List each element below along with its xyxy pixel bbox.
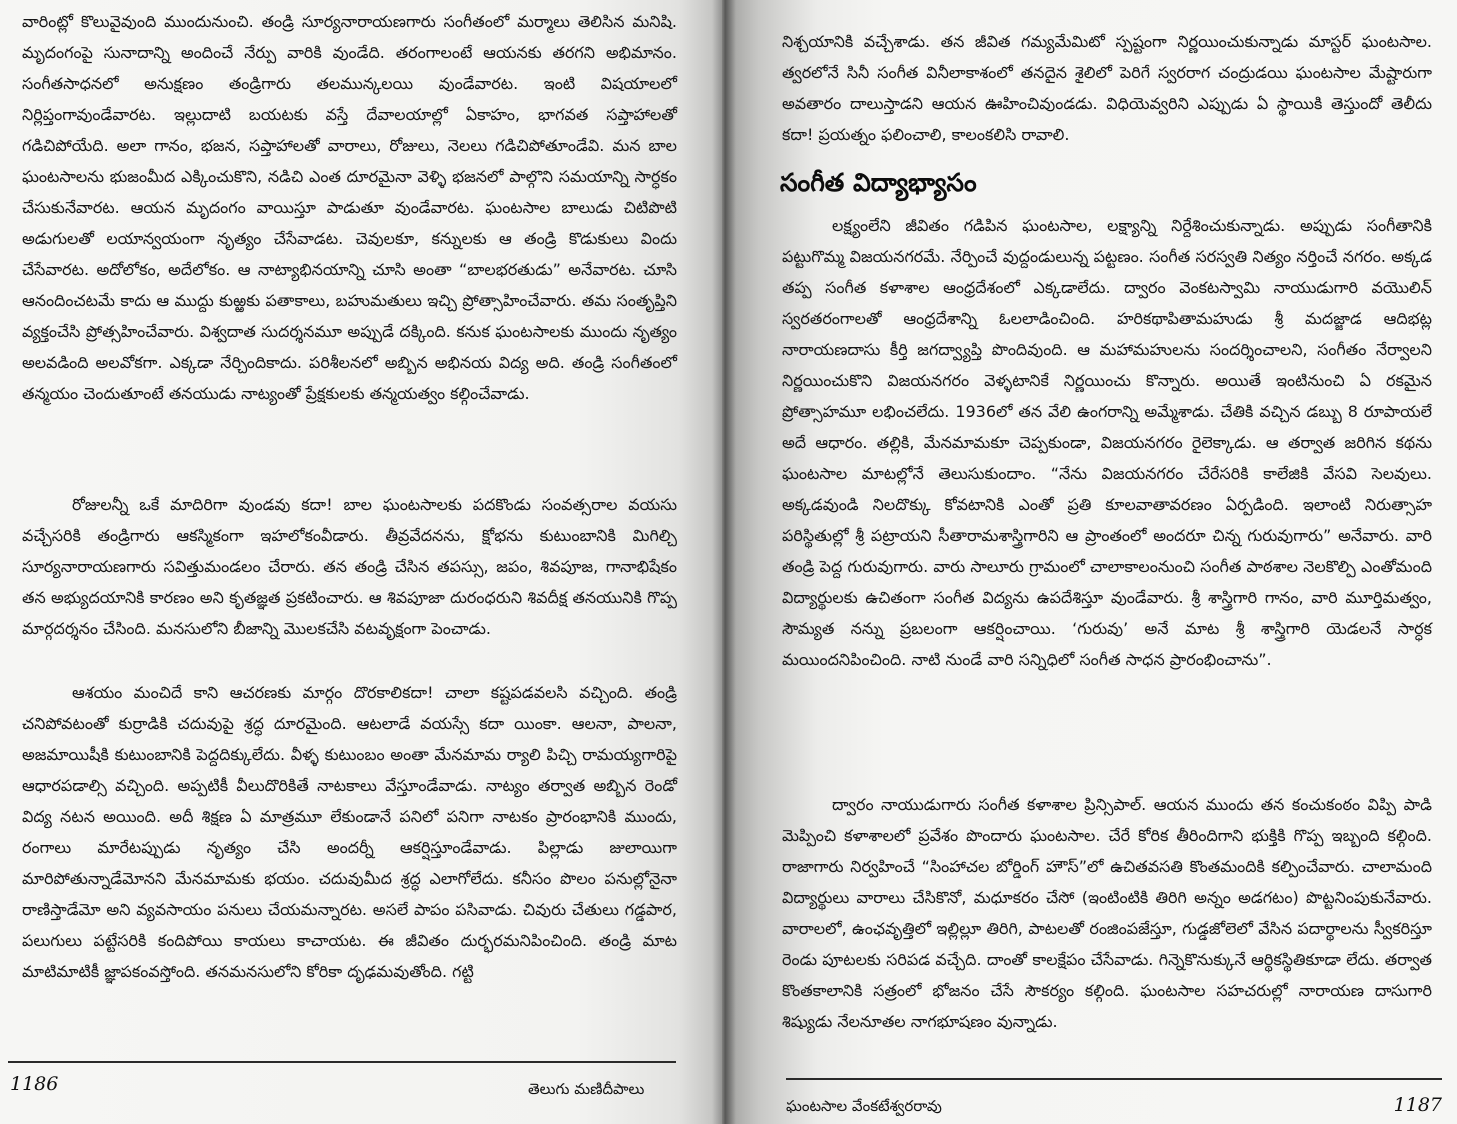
page-number: 1186 <box>10 1073 59 1095</box>
running-title: తెలుగు మణిదీపాలు <box>528 1080 645 1098</box>
left-body-paragraph-3 <box>22 677 677 987</box>
paragraph: రోజులన్నీ ఒకే మాదిరిగా వుండవు కదా! బాల ఘంటసాలకు పదకొండు సంవత్సరాల వయసు వచ్చేసరికి తండ్రిగారు ఆకస్మికంగా ఇహలోకంవీడారు. తీవ్రవేదనను, క్షోభను కుటుంబానికి మిగిల్చి సూర్యనారాయణగారు సవిత్తుమండలం చేరారు. తన తండ్రి చేసిన తపస్సు, జపం, శివపూజ, గానాభిషేకం తన అభ్యుదయానికి కారణం అని కృతజ్ఞత ప్రకటించారు. ఆ శివపూజా దురంధరుని శివదీక్ష తనయునికి గొప్ప మార్గదర్శనం చేసింది. మనసులోని బీజాన్ని మొలకచేసి వటవృక్షంగా పెంచాడు. <box>22 495 677 638</box>
left-body-paragraph-2 <box>22 489 677 644</box>
left-body-paragraph-1 <box>22 6 677 409</box>
footer-rule <box>8 1061 676 1063</box>
section-heading: సంగీత విద్యాభ్యాసం <box>780 168 977 197</box>
right-page <box>722 0 1457 1124</box>
right-body-paragraph-2 <box>782 210 1432 675</box>
footer-rule <box>786 1078 1442 1080</box>
paragraph: ఆశయం మంచిదే కాని ఆచరణకు మార్గం దొరకాలికదా! చాలా కష్టపడవలసి వచ్చింది. తండ్రి చనిపోవటంతో కుర్రాడికి చదువుపై శ్రద్ధ దూరమైంది. ఆటలాడే వయస్సే కదా యింకా. ఆలనా, పాలనా, అజమాయిషీకి కుటుంబానికి పెద్దదిక్కులేదు. వీళ్ళ కుటుంబం అంతా మేనమామ ర్యాలి పిచ్చి రామయ్యగారిపై ఆధారపడాల్సి వచ్చింది. అప్పటికీ వీలుదొరికితే నాటకాలు వేస్తూండేవాడు. నాట్యం తర్వాత అబ్బిన రెండో విద్య నటన అయింది. అదీ శిక్షణ ఏ మాత్రమూ లేకుండానే పనిలో పనిగా నాటకం ప్రారంభానికి ముందు, రంగాలు మారేటప్పుడు నృత్యం చేసి అందర్నీ ఆకర్షిస్తూండేవాడు. పిల్లాడు జులాయిగా మారిపోతున్నాడేమోనని మేనమామకు భయం. చదువుమీద శ్రద్ధ ఎలాగోలేదు. కనీసం పొలం పనుల్లోనైనా రాణిస్తాడేమో అని వ్యవసాయం పనులు చేయమన్నారట. అసలే పాపం పసివాడు. చివురు చేతులు గడ్డపార, పలుగులు పట్టేసరికి కందిపోయి కాయలు కాచాయట. ఈ జీవితం దుర్భరమనిపించింది. తండ్రి మాట మాటిమాటికీ జ్ఞాపకంవస్తోంది. తనమనసులోని కోరికా దృఢమవుతోంది. గట్టి <box>22 683 677 981</box>
paragraph: నిశ్చయానికి వచ్చేశాడు. తన జీవిత గమ్యమేమిటో స్పష్టంగా నిర్ణయించుకున్నాడు మాస్టర్ ఘంటసాల. త్వరలోనే సినీ సంగీత వినీలాకాశంలో తనదైన శైలిలో పెరిగే స్వరరాగ చంద్రుడయి ఘంటసాల మేష్టారుగా అవతారం దాలుస్తాడని ఆయన ఊహించివుండడు. విధియెవ్వరిని ఎప్పుడు ఏ స్థాయికి తెస్తుందో తెలీదు కదా! ప్రయత్నం ఫలించాలి, కాలంకలిసి రావాలి. <box>782 32 1432 144</box>
page-number: 1187 <box>1393 1094 1442 1116</box>
left-page <box>0 0 722 1124</box>
right-body-paragraph-3 <box>782 789 1432 1037</box>
paragraph: వారింట్లో కొలువైవుంది ముందునుంచి. తండ్రి సూర్యనారాయణగారు సంగీతంలో మర్మాలు తెలిసిన మనిషి. మృదంగంపై సునాదాన్ని అందించే నేర్పు వారికి వుండేది. తరంగాలంటే ఆయనకు తరగని అభిమానం. సంగీతసాధనలో అనుక్షణం తండ్రిగారు తలమున్కలయి వుండేవారట. ఇంటి విషయాలలో నిర్లిప్తంగావుండేవారట. ఇల్లుదాటి బయటకు వస్తే దేవాలయాల్లో ఏకాహం, భాగవత సప్తాహాలతో గడిచిపోయేది. అలా గానం, భజన, సప్తాహాలతో వారాలు, రోజులు, నెలలు గడిచిపోతూండేవి. మన బాల ఘంటసాలను భుజంమీద ఎక్కించుకొని, నడిచి ఎంత దూరమైనా వెళ్ళి భజనలో పాల్గొని సమయాన్ని సార్ధకం చేసుకునేవారట. ఆయన మృదంగం వాయిస్తూ పాడుతూ వుండేవారట. ఘంటసాల బాలుడు చిటిపొటి అడుగులతో లయాన్వయంగా నృత్యం చేసేవాడట. చెవులకూ, కన్నులకు ఆ తండ్రి కొడుకులు విందు చేసేవారట. అదోలోకం, అదేలోకం. ఆ నాట్యాభినయాన్ని చూసి అంతా “బాలభరతుడు” అనేవారట. చూసి ఆనందించటమే కాదు ఆ ముద్దు కుఱ్ఱకు పతాకాలు, బహుమతులు ఇచ్చి ప్రోత్సాహించేవారు. తమ సంతృప్తిని వ్యక్తంచేసి ప్రోత్సహించేవారు. విశ్వదాత సుదర్శనమూ అప్పుడే దక్కింది. కనుక ఘంటసాలకు ముందు నృత్యం అలవడింది అలవోకగా. ఎక్కడా నేర్చిందికాదు. పరిశీలనలో అబ్బిన అభినయ విద్య అది. తండ్రి సంగీతంలో తన్మయం చెందుతూంటే తనయుడు నాట్యంతో ప్రేక్షకులకు తన్మయత్వం కల్గించేవాడు. <box>22 12 677 403</box>
right-body-paragraph-1 <box>782 26 1432 150</box>
paragraph: ద్వారం నాయుడుగారు సంగీత కళాశాల ప్రిన్సిపాల్. ఆయన ముందు తన కంచుకంఠం విప్పి పాడి మెప్పించి కళాశాలలో ప్రవేశం పొందారు ఘంటసాల. చేరే కోరిక తీరిందిగాని భుక్తికి గొప్ప ఇబ్బంది కల్గింది. రాజాగారు నిర్వహించే “సింహాచల బోర్డింగ్ హౌస్”లో ఉచితవసతి కొంతమందికి కల్పించేవారు. చాలామంది విద్యార్థులు వారాలు చేసికొనో, మధూకరం చేసో (ఇంటింటికి తిరిగి అన్నం అడగటం) పొట్టనింపుకునేవారు. వారాలలో, ఉంఛవృత్తిలో ఇల్లిల్లూ తిరిగి, పాటలతో రంజింపజేస్తూ, గుడ్డజోలెలో వేసిన పదార్థాలను స్వీకరిస్తూ రెండు పూటలకు సరిపడ వచ్చేది. దాంతో కాలక్షేపం చేసేవాడు. గిన్నెకొనుక్కునే ఆర్థికస్థితికూడా లేదు. తర్వాత కొంతకాలానికి సత్రంలో భోజనం చేసే సౌకర్యం కల్గింది. ఘంటసాల సహచరుల్లో నారాయణ దాసుగారి శిష్యుడు నేలనూతల నాగభూషణం వున్నాడు. <box>782 795 1432 1031</box>
book-gutter-shadow <box>712 0 736 1124</box>
paragraph: లక్ష్యంలేని జీవితం గడిపిన ఘంటసాల, లక్ష్యాన్ని నిర్దేశించుకున్నాడు. అప్పుడు సంగీతానికి పట్టుగొమ్మ విజయనగరమే. నేర్పించే వుద్దండులున్న పట్టణం. సంగీత సరస్వతి నిత్యం నర్తించే నగరం. అక్కడ తప్ప సంగీత కళాశాల ఆంధ్రదేశంలో ఎక్కడాలేదు. ద్వారం వెంకటస్వామి నాయుడుగారి వయొలిన్ స్వరతరంగాలతో ఆంధ్రదేశాన్ని ఓలలాడించింది. హరికథాపితామహుడు శ్రీ మదజ్జాడ ఆదిభట్ల నారాయణదాసు కీర్తి జగద్వ్యాప్తి పొందివుంది. ఆ మహామహులను సందర్శించాలని, సంగీతం నేర్వాలని నిర్ణయించుకొని విజయనగరం వెళ్ళటానికే నిర్ణయించు కొన్నారు. అయితే ఇంటినుంచి ఏ రకమైన ప్రోత్సాహమూ లభించలేదు. 1936లో తన వేలి ఉంగరాన్ని అమ్మేశాడు. చేతికి వచ్చిన డబ్బు 8 రూపాయలే అదే ఆధారం. తల్లికి, మేనమామకూ చెప్పకుండా, విజయనగరం రైలెక్కాడు. ఆ తర్వాత జరిగిన కథను ఘంటసాల మాటల్లోనే తెలుసుకుందాం. “నేను విజయనగరం చేరేసరికి కాలేజికి వేసవి సెలవులు. అక్కడవుండి నిలదొక్కు కోవటానికి ఎంతో ప్రతి కూలవాతావరణం ఏర్పడింది. ఇలాంటి నిరుత్సాహ పరిస్థితుల్లో శ్రీ పట్రాయని సీతారామశాస్త్రిగారిని ఆ ప్రాంతంలో అందరూ చిన్న గురువుగారు” అనేవారు. వారి తండ్రి పెద్ద గురువుగారు. వారు సాలూరు గ్రామంలో చాలాకాలంనుంచి సంగీత పాఠశాల నెలకొల్పి ఎంతోమంది విద్యార్థులకు ఉచితంగా సంగీత విద్యను ఉపదేశిస్తూ వుండేవారు. శ్రీ శాస్త్రిగారి గానం, వారి మూర్తిమత్వం, సౌమ్యత నన్ను ప్రబలంగా ఆకర్షించాయి. ‘గురువు’ అనే మాట శ్రీ శాస్త్రిగారి యెడలనే సార్ధక మయిందనిపించింది. నాటి నుండే వారి సన్నిధిలో సంగీత సాధన ప్రారంభించాను”. <box>782 216 1432 669</box>
running-title: ఘంటసాల వేంకటేశ్వరరావు <box>786 1097 942 1115</box>
